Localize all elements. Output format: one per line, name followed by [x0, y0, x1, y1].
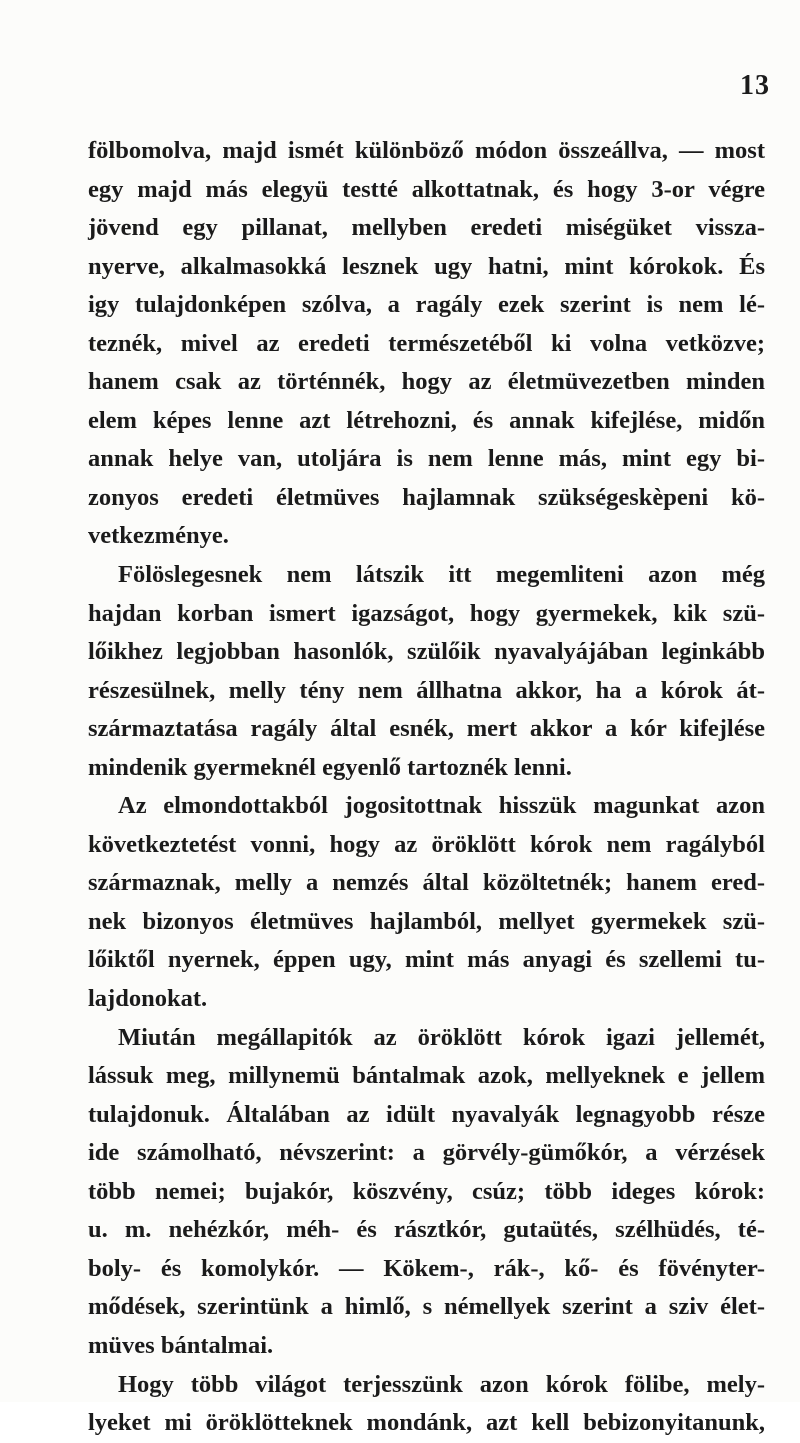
body-text: [88, 132, 765, 1443]
text-line: mődések, szerintünk a himlő, s némellyek szerint a sziv élet-: [88, 1293, 765, 1321]
text-line: igy tulajdonképen szólva, a ragály ezek szerint is nem lé-: [88, 291, 765, 319]
text-line: lyeket mi öröklötteknek mondánk, azt kell bebizonyitanunk,: [88, 1409, 765, 1437]
text-line: több nemei; bujakór, köszvény, csúz; több ideges kórok:: [88, 1177, 765, 1205]
text-line: lássuk meg, millynemü bántalmak azok, mellyeknek e jellem: [88, 1062, 765, 1090]
text-line: lőikhez legjobban hasonlók, szülőik nyavalyájában leginkább: [88, 638, 765, 666]
text-line: hajdan korban ismert igazságot, hogy gyermekek, kik szü-: [88, 599, 765, 627]
text-line: következtetést vonni, hogy az öröklött kórok nem ragályból: [88, 830, 765, 858]
text-line: részesülnek, melly tény nem állhatna akkor, ha a kórok át-: [88, 676, 765, 704]
text-line: zonyos eredeti életmüves hajlamnak szükségeskèpeni kö-: [88, 483, 765, 511]
text-line: vetkezménye.: [88, 522, 229, 550]
text-line: boly- és komolykór. — Kökem-, rák-, kő- és fövényter-: [88, 1254, 765, 1282]
text-line: jövend egy pillanat, mellyben eredeti miségüket vissza-: [88, 214, 765, 242]
text-line: ide számolható, névszerint: a görvély-gümőkór, a vérzések: [88, 1139, 765, 1167]
text-line: u. m. nehézkór, méh- és rásztkór, gutaütés, szélhüdés, té-: [88, 1216, 765, 1244]
text-line: fölbomolva, majd ismét különböző módon összeállva, — most: [88, 137, 765, 164]
text-line: nyerve, alkalmasokká lesznek ugy hatni, mint kórokok. És: [88, 252, 765, 280]
text-line: müves bántalmai.: [88, 1331, 274, 1359]
text-line: egy majd más elegyü testté alkottatnak, és hogy 3-or végre: [88, 175, 765, 203]
text-line: elem képes lenne azt létrehozni, és annak kifejlése, midőn: [88, 406, 765, 434]
text-line: nek bizonyos életmüves hajlamból, mellyet gyermekek szü-: [88, 907, 765, 935]
text-line: származnak, melly a nemzés által közöltetnék; hanem ered-: [88, 869, 765, 897]
text-line: Fölöslegesnek nem látszik itt megemliteni azon még: [118, 561, 765, 589]
text-line: lajdonokat.: [88, 985, 208, 1013]
text-line: Az elmondottakból jogositottnak hisszük magunkat azon: [118, 792, 765, 820]
text-line: tulajdonuk. Általában az idült nyavalyák legnagyobb része: [88, 1100, 765, 1128]
text-line: Miután megállapitók az öröklött kórok igazi jellemét,: [118, 1023, 765, 1051]
text-line: teznék, mivel az eredeti természetéből ki volna vetközve;: [88, 329, 765, 357]
text-line: mindenik gyermeknél egyenlő tartoznék lenni.: [88, 753, 572, 781]
text-line: lőiktől nyernek, éppen ugy, mint más anyagi és szellemi tu-: [88, 946, 765, 974]
text-line: hanem csak az történnék, hogy az életmüvezetben minden: [88, 368, 765, 396]
text-line: származtatása ragály által esnék, mert akkor a kór kifejlése: [88, 715, 765, 743]
page-number: 13: [740, 70, 770, 101]
text-line: Hogy több világot terjesszünk azon kórok fölibe, mely-: [118, 1370, 765, 1398]
text-line: annak helye van, utoljára is nem lenne más, mint egy bi-: [88, 445, 765, 473]
